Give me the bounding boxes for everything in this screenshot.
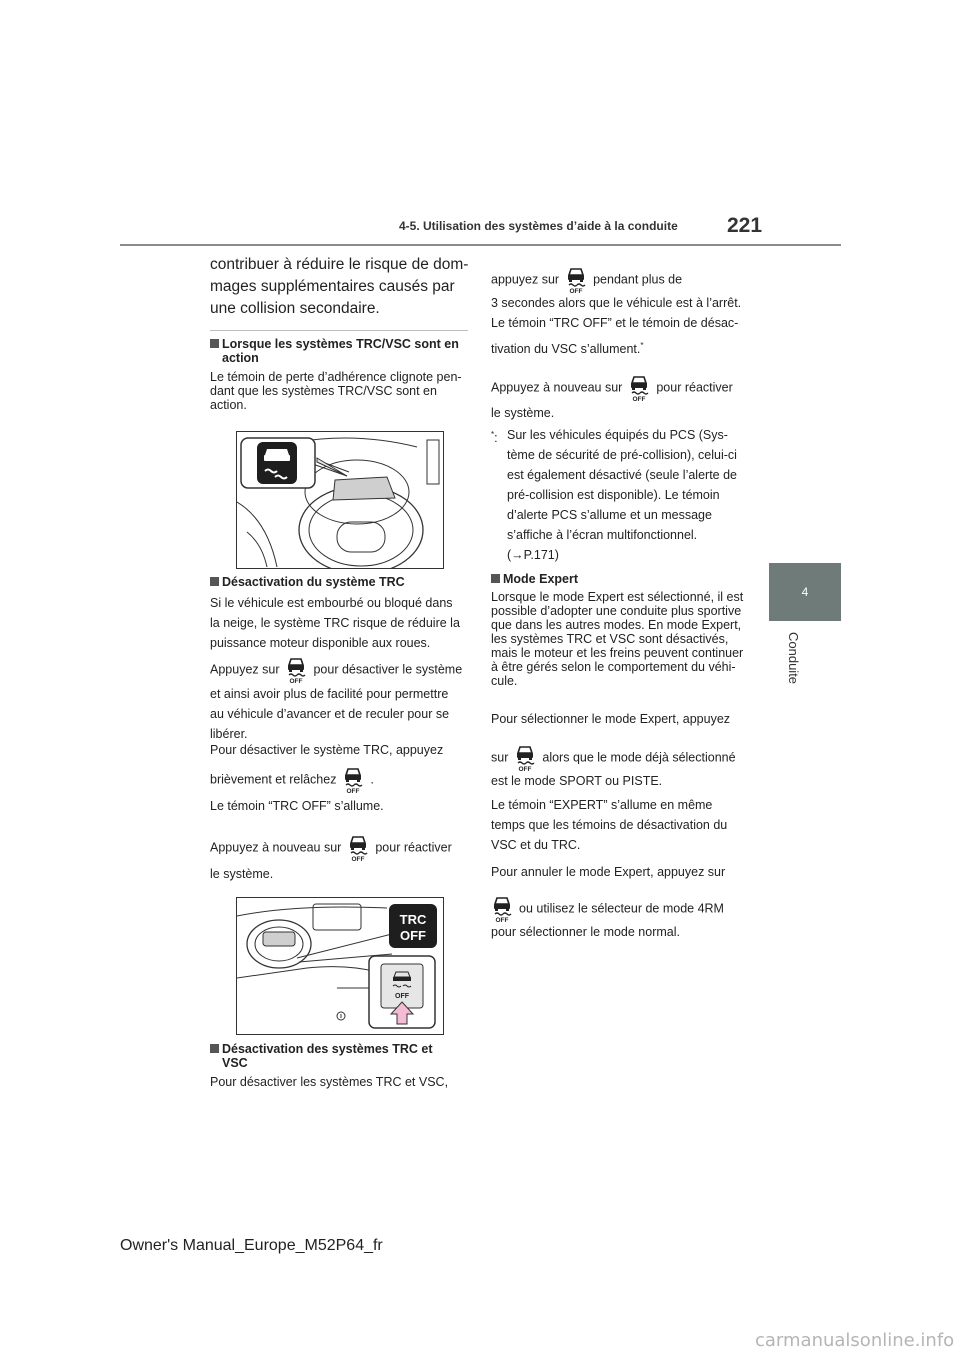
section-body-trc-vsc-off: Pour désactiver les systèmes TRC et VSC,	[210, 1075, 449, 1089]
chapter-label: Conduite	[786, 632, 801, 685]
dashboard-switch-illustration	[237, 898, 443, 1034]
reactivate-end-text: le système.	[210, 867, 274, 881]
trc-off-figure	[236, 897, 444, 1035]
slip-indicator-figure	[236, 431, 444, 569]
long-press-result: 3 secondes alors que le véhicule est à l’arrêt. Le témoin “TRC OFF” et le témoin de désac-	[491, 296, 742, 330]
header-rule	[120, 244, 841, 246]
sport-mode-text: est le mode SPORT ou PISTE.	[491, 774, 663, 788]
chapter-tab: 4	[769, 563, 841, 621]
short-press-text: Pour désactiver le système TRC, appuyez	[210, 743, 444, 757]
manual-name: Owner's Manual_Europe_M52P64_fr	[120, 1237, 383, 1254]
section-heading-trc-off: Désactivation du système TRC	[210, 575, 472, 589]
vsc-off-button-icon	[342, 766, 364, 794]
intro-text: contribuer à réduire le risque de dom- mages supplémentaires causés par une collision secondaire.	[210, 256, 469, 317]
vsc-off-button-icon	[628, 374, 650, 402]
normal-mode-text: pour sélectionner le mode normal.	[491, 925, 680, 939]
long-press-instruction: appuyez sur pendant plus de	[491, 266, 761, 294]
vsc-off-button-icon	[491, 895, 513, 923]
bullet-square-icon	[210, 1044, 219, 1053]
trc-off-indicator-text: Le témoin “TRC OFF” s’allume.	[210, 799, 384, 813]
section-heading-trc-vsc-off: Désactivation des systèmes TRC et VSC	[210, 1042, 472, 1070]
vsc-off-indicator-text: tivation du VSC s’allument.*	[491, 341, 644, 357]
expert-mode-body: Lorsque le mode Expert est sélectionné, il est possible d’adopter une conduite plus sportive que dans les autres modes. En mode Expert, les systèmes TRC et VSC sont désactivés, mais le moteur et les freins peuvent continuer à être gérés selon le comportement du véhi- cule.	[491, 590, 744, 688]
footnote-text: Sur les véhicules équipés du PCS (Sys- tème de sécurité de pré-collision), celui-ci est également désactivé (seule l’alerte de pré-collision est disponible). Le témoin d’alerte PCS s’allume et un message s’affiche à l’écran multifonctionnel. (→P.171)	[507, 428, 737, 562]
bullet-square-icon	[210, 339, 219, 348]
expert-indicator-text: Le témoin “EXPERT” s’allume en même temps que les témoins de désactivation du VSC et du TRC.	[491, 798, 728, 852]
switch-off-label: OFF	[395, 993, 409, 1000]
trc-off-badge-line2: OFF	[400, 928, 426, 943]
bullet-square-icon	[491, 574, 500, 583]
vsc-off-button-icon	[514, 744, 536, 772]
cancel-expert-instruction: ou utilisez le sélecteur de mode 4RM	[491, 895, 761, 923]
section-title: 4-5. Utilisation des systèmes d’aide à la conduite	[399, 219, 678, 233]
section-separator	[210, 330, 468, 331]
reactivate-instruction: Appuyez à nouveau sur pour réactiver	[210, 834, 480, 862]
select-expert-instruction: sur alors que le mode déjà sélectionné	[491, 744, 761, 772]
section-heading-expert-mode: Mode Expert	[491, 572, 759, 586]
vsc-off-button-icon	[285, 656, 307, 684]
short-press-line: brièvement et relâchez .	[210, 766, 472, 794]
reactivate-end-text-2: le système.	[491, 406, 555, 420]
trc-off-badge-line1: TRC	[399, 912, 427, 927]
dashboard-illustration	[237, 432, 443, 568]
cancel-expert-text: Pour annuler le mode Expert, appuyez sur	[491, 865, 726, 879]
press-instruction: Appuyez sur pour désactiver le système	[210, 656, 480, 684]
section-body-trc-vsc-active: Le témoin de perte d’adhérence clignote pen- dant que les systèmes TRC/VSC sont en action.	[210, 370, 462, 412]
section-body-trc-off: Si le véhicule est embourbé ou bloqué dans la neige, le système TRC risque de réduire la puissance moteur disponible aux roues.	[210, 596, 460, 650]
watermark: carmanualsonline.info	[755, 1330, 955, 1351]
footnote-marker: *:	[491, 430, 498, 446]
select-expert-text: Pour sélectionner le mode Expert, appuyez	[491, 712, 731, 726]
bullet-square-icon	[210, 577, 219, 586]
press-result-text: et ainsi avoir plus de facilité pour permettre au véhicule d’avancer et de reculer pour se libérer.	[210, 687, 450, 741]
section-heading-trc-vsc-active: Lorsque les systèmes TRC/VSC sont en action	[210, 337, 472, 365]
vsc-off-button-icon	[565, 266, 587, 294]
reactivate-instruction-2: Appuyez à nouveau sur pour réactiver	[491, 374, 761, 402]
vsc-off-button-icon	[347, 834, 369, 862]
page-number: 221	[727, 214, 763, 237]
